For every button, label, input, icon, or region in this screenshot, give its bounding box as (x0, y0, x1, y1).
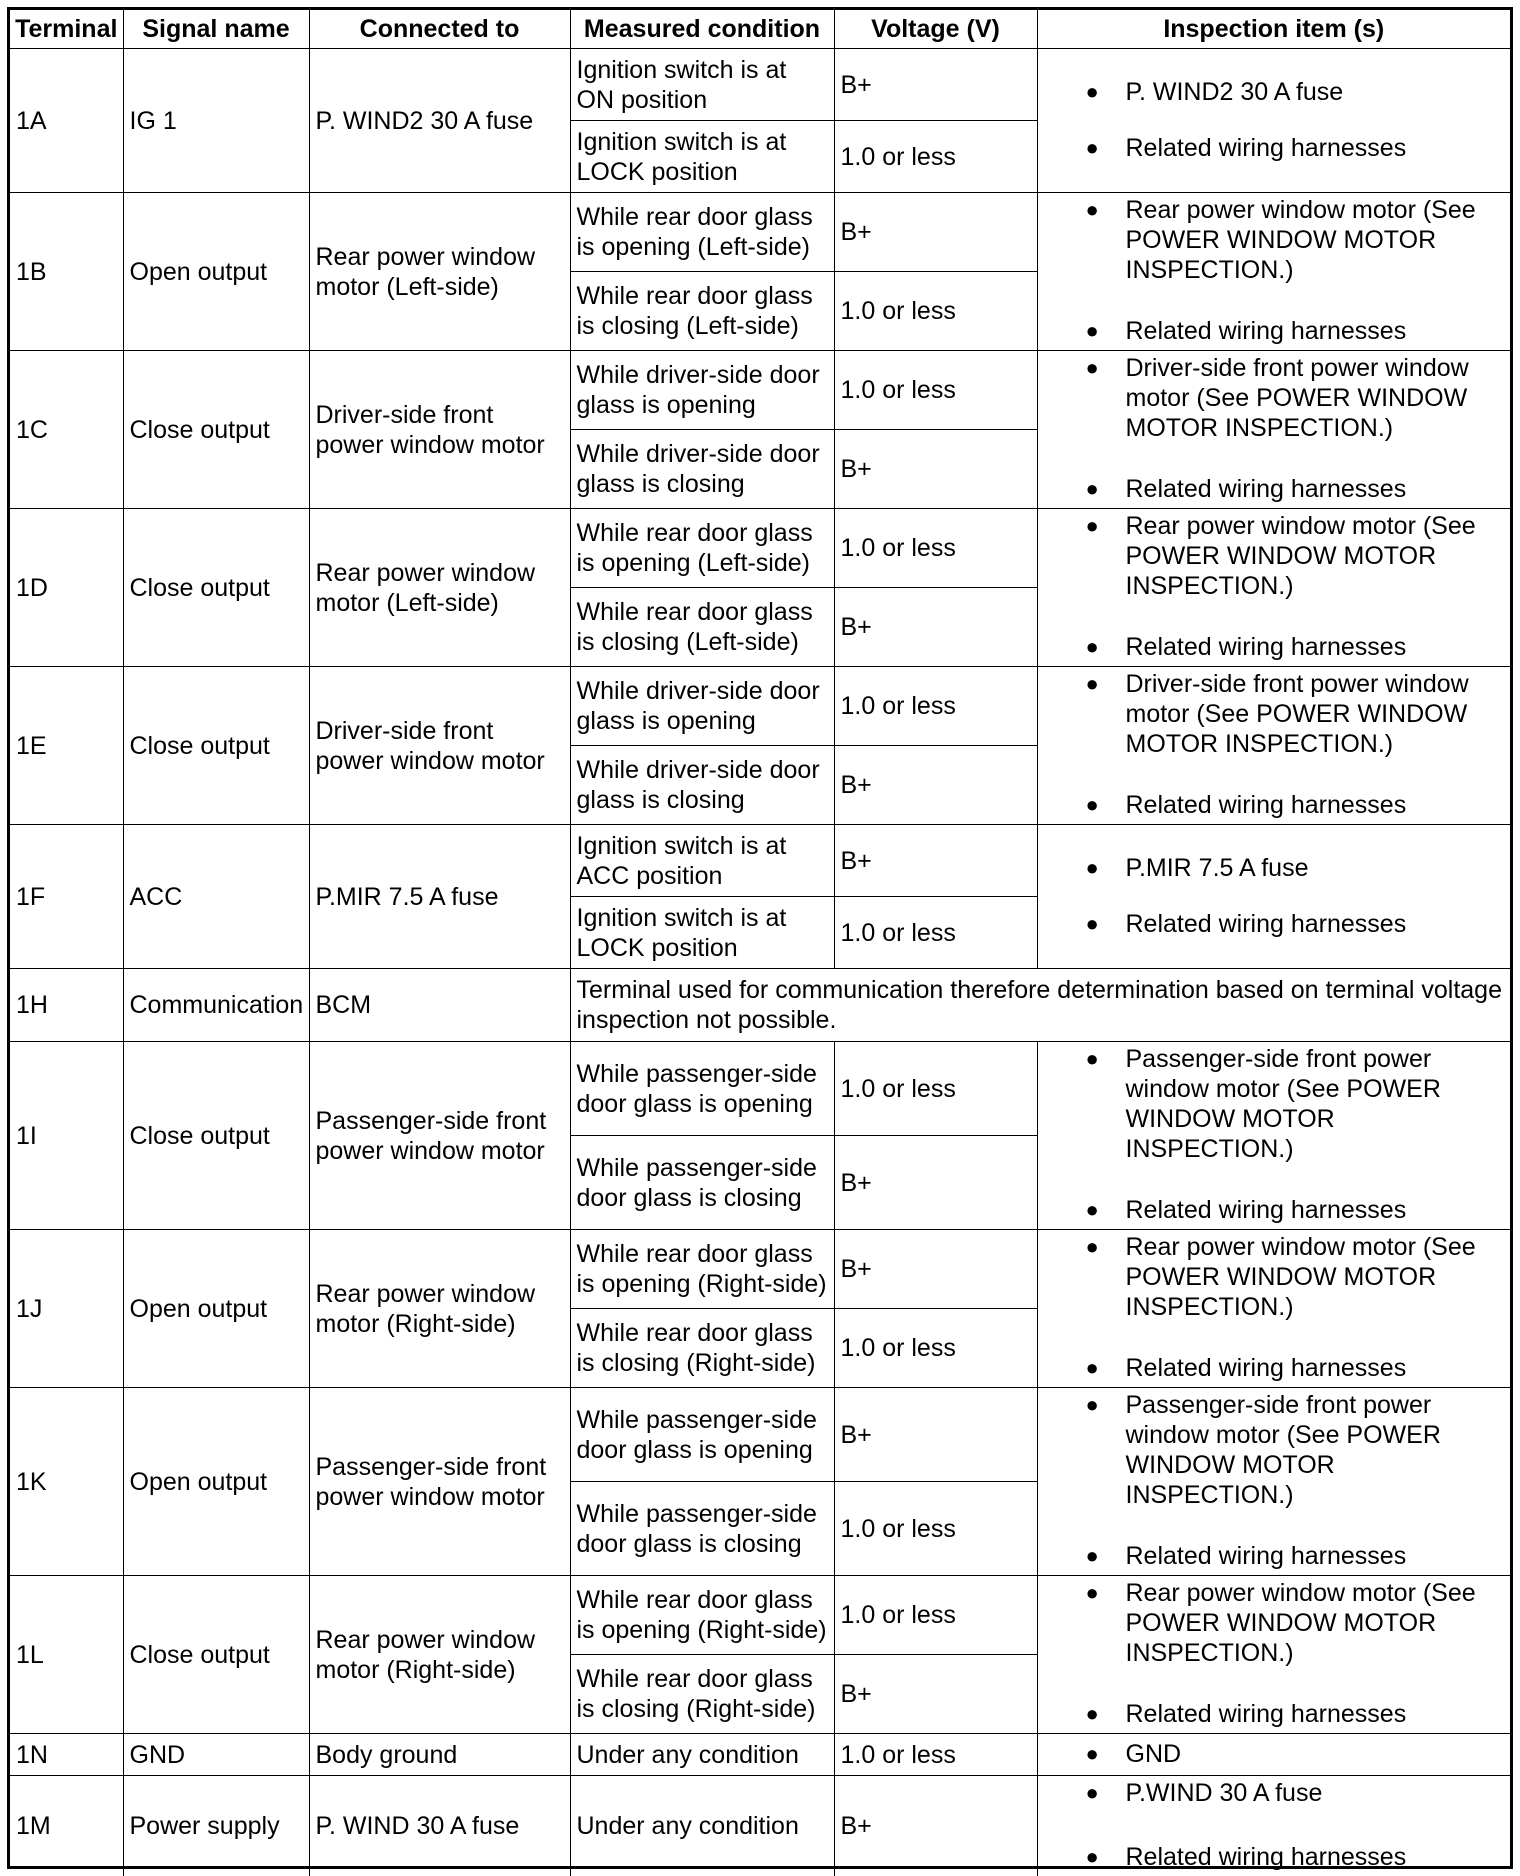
inspection-items-cell (1037, 1576, 1510, 1734)
voltage-cell: B+ (834, 193, 1037, 272)
voltage-cell: 1.0 or less (834, 509, 1037, 588)
measured-condition-cell: While driver-side door glass is opening (570, 351, 834, 430)
voltage-cell: 1.0 or less (834, 272, 1037, 351)
table-row (10, 1576, 1510, 1655)
terminal-cell: 1A (10, 49, 123, 193)
inspection-items-cell (1037, 1734, 1510, 1776)
table-row (10, 1776, 1510, 1876)
voltage-cell: 1.0 or less (834, 1576, 1037, 1655)
measured-condition-cell: While rear door glass is opening (Left-side) (570, 193, 834, 272)
inspection-item: ● Related wiring harnesses (1044, 632, 1505, 662)
signal-name-cell: Open output (123, 1388, 309, 1576)
inspection-item: ● Rear power window motor (See POWER WINDOW MOTOR INSPECTION.) (1044, 1578, 1505, 1668)
table-row (10, 1230, 1510, 1309)
table-row (10, 969, 1510, 1042)
connected-to-cell: P. WIND2 30 A fuse (309, 49, 570, 193)
header-connected-to: Connected to (309, 10, 570, 49)
signal-name-cell: IG 1 (123, 49, 309, 193)
signal-name-cell: Close output (123, 351, 309, 509)
connected-to-cell: P.MIR 7.5 A fuse (309, 825, 570, 969)
connected-to-cell: BCM (309, 969, 570, 1042)
inspection-item: ● Related wiring harnesses (1044, 1541, 1505, 1571)
table-row (10, 1734, 1510, 1776)
measured-condition-cell: While rear door glass is closing (Left-side) (570, 588, 834, 667)
voltage-cell: B+ (834, 1136, 1037, 1230)
terminal-voltage-table (10, 10, 1510, 1876)
measured-condition-cell: While passenger-side door glass is opening (570, 1388, 834, 1482)
table-row (10, 509, 1510, 588)
signal-name-cell: Power supply (123, 1776, 309, 1876)
measured-condition-cell: Under any condition (570, 1776, 834, 1876)
inspection-item: ● Related wiring harnesses (1044, 1699, 1505, 1729)
measured-condition-cell: While rear door glass is closing (Right-side) (570, 1655, 834, 1734)
voltage-cell: 1.0 or less (834, 351, 1037, 430)
inspection-items-cell (1037, 1230, 1510, 1388)
voltage-cell: B+ (834, 746, 1037, 825)
measured-condition-cell: While rear door glass is opening (Left-side) (570, 509, 834, 588)
measured-condition-cell: Under any condition (570, 1734, 834, 1776)
header-measured-condition: Measured condition (570, 10, 834, 49)
measured-condition-cell: While rear door glass is closing (Right-side) (570, 1309, 834, 1388)
voltage-cell: 1.0 or less (834, 1482, 1037, 1576)
connected-to-cell: Rear power window motor (Left-side) (309, 509, 570, 667)
signal-name-cell: Open output (123, 1230, 309, 1388)
connected-to-cell: Rear power window motor (Right-side) (309, 1576, 570, 1734)
measured-condition-cell: While rear door glass is opening (Right-side) (570, 1576, 834, 1655)
header-inspection-items: Inspection item (s) (1037, 10, 1510, 49)
voltage-cell: B+ (834, 1388, 1037, 1482)
inspection-items-cell (1037, 1388, 1510, 1576)
measured-condition-cell: Ignition switch is at ON position (570, 49, 834, 121)
inspection-items-cell (1037, 193, 1510, 351)
signal-name-cell: GND (123, 1734, 309, 1776)
inspection-items-cell (1037, 667, 1510, 825)
inspection-item: ● Related wiring harnesses (1044, 909, 1505, 939)
measured-condition-cell: While driver-side door glass is closing (570, 430, 834, 509)
inspection-item: ● P.MIR 7.5 A fuse (1044, 853, 1505, 883)
terminal-cell: 1E (10, 667, 123, 825)
signal-name-cell: Close output (123, 509, 309, 667)
communication-note-cell: Terminal used for communication therefore determination based on terminal voltage inspection not possible. (570, 969, 1510, 1042)
connected-to-cell: Rear power window motor (Right-side) (309, 1230, 570, 1388)
voltage-cell: 1.0 or less (834, 897, 1037, 969)
inspection-item: ● Related wiring harnesses (1044, 1353, 1505, 1383)
terminal-cell: 1J (10, 1230, 123, 1388)
measured-condition-cell: While passenger-side door glass is closing (570, 1482, 834, 1576)
voltage-cell: 1.0 or less (834, 1734, 1037, 1776)
voltage-cell: B+ (834, 825, 1037, 897)
measured-condition-cell: While rear door glass is closing (Left-side) (570, 272, 834, 351)
terminal-cell: 1B (10, 193, 123, 351)
inspection-item: ● P. WIND2 30 A fuse (1044, 77, 1505, 107)
inspection-item: ● Related wiring harnesses (1044, 474, 1505, 504)
connected-to-cell: P. WIND 30 A fuse (309, 1776, 570, 1876)
table-row (10, 1042, 1510, 1136)
signal-name-cell: Close output (123, 1042, 309, 1230)
terminal-voltage-table-container (7, 7, 1513, 1869)
inspection-item: ● P.WIND 30 A fuse (1044, 1778, 1505, 1808)
inspection-item: ● GND (1044, 1739, 1505, 1769)
terminal-cell: 1N (10, 1734, 123, 1776)
inspection-items-cell (1037, 351, 1510, 509)
connected-to-cell: Rear power window motor (Left-side) (309, 193, 570, 351)
inspection-items-cell (1037, 49, 1510, 193)
header-row (10, 10, 1510, 49)
inspection-items-cell (1037, 1776, 1510, 1876)
measured-condition-cell: Ignition switch is at ACC position (570, 825, 834, 897)
measured-condition-cell: While driver-side door glass is closing (570, 746, 834, 825)
connected-to-cell: Body ground (309, 1734, 570, 1776)
inspection-item: ● Related wiring harnesses (1044, 133, 1505, 163)
terminal-cell: 1L (10, 1576, 123, 1734)
inspection-item: ● Related wiring harnesses (1044, 316, 1505, 346)
connected-to-cell: Passenger-side front power window motor (309, 1388, 570, 1576)
connected-to-cell: Driver-side front power window motor (309, 667, 570, 825)
measured-condition-cell: Ignition switch is at LOCK position (570, 121, 834, 193)
measured-condition-cell: While passenger-side door glass is closing (570, 1136, 834, 1230)
inspection-items-cell (1037, 509, 1510, 667)
inspection-item: ● Rear power window motor (See POWER WINDOW MOTOR INSPECTION.) (1044, 511, 1505, 601)
connected-to-cell: Driver-side front power window motor (309, 351, 570, 509)
signal-name-cell: Open output (123, 193, 309, 351)
inspection-item: ● Passenger-side front power window motor (See POWER WINDOW MOTOR INSPECTION.) (1044, 1044, 1505, 1164)
terminal-cell: 1I (10, 1042, 123, 1230)
measured-condition-cell: While driver-side door glass is opening (570, 667, 834, 746)
table-row (10, 825, 1510, 897)
terminal-cell: 1M (10, 1776, 123, 1876)
voltage-cell: 1.0 or less (834, 667, 1037, 746)
inspection-items-cell (1037, 825, 1510, 969)
header-voltage: Voltage (V) (834, 10, 1037, 49)
signal-name-cell: Close output (123, 1576, 309, 1734)
table-row (10, 1388, 1510, 1482)
measured-condition-cell: While rear door glass is opening (Right-side) (570, 1230, 834, 1309)
inspection-item: ● Rear power window motor (See POWER WINDOW MOTOR INSPECTION.) (1044, 195, 1505, 285)
voltage-cell: B+ (834, 1655, 1037, 1734)
terminal-cell: 1F (10, 825, 123, 969)
table-row (10, 49, 1510, 121)
voltage-cell: B+ (834, 1230, 1037, 1309)
inspection-items-cell (1037, 1042, 1510, 1230)
voltage-cell: B+ (834, 588, 1037, 667)
voltage-cell: B+ (834, 1776, 1037, 1876)
table-row (10, 193, 1510, 272)
inspection-item: ● Related wiring harnesses (1044, 1195, 1505, 1225)
voltage-cell: 1.0 or less (834, 1042, 1037, 1136)
inspection-item: ● Driver-side front power window motor (See POWER WINDOW MOTOR INSPECTION.) (1044, 669, 1505, 759)
terminal-cell: 1C (10, 351, 123, 509)
signal-name-cell: Close output (123, 667, 309, 825)
terminal-cell: 1D (10, 509, 123, 667)
terminal-cell: 1K (10, 1388, 123, 1576)
header-terminal: Terminal (10, 10, 123, 49)
table-row (10, 351, 1510, 430)
terminal-cell: 1H (10, 969, 123, 1042)
voltage-cell: 1.0 or less (834, 1309, 1037, 1388)
voltage-cell: B+ (834, 49, 1037, 121)
voltage-cell: 1.0 or less (834, 121, 1037, 193)
signal-name-cell: Communication (123, 969, 309, 1042)
measured-condition-cell: While passenger-side door glass is opening (570, 1042, 834, 1136)
inspection-item: ● Rear power window motor (See POWER WINDOW MOTOR INSPECTION.) (1044, 1232, 1505, 1322)
connected-to-cell: Passenger-side front power window motor (309, 1042, 570, 1230)
inspection-item: ● Related wiring harnesses (1044, 1842, 1505, 1872)
inspection-item: ● Passenger-side front power window motor (See POWER WINDOW MOTOR INSPECTION.) (1044, 1390, 1505, 1510)
measured-condition-cell: Ignition switch is at LOCK position (570, 897, 834, 969)
inspection-item: ● Driver-side front power window motor (See POWER WINDOW MOTOR INSPECTION.) (1044, 353, 1505, 443)
inspection-item: ● Related wiring harnesses (1044, 790, 1505, 820)
signal-name-cell: ACC (123, 825, 309, 969)
table-row (10, 667, 1510, 746)
voltage-cell: B+ (834, 430, 1037, 509)
header-signal-name: Signal name (123, 10, 309, 49)
